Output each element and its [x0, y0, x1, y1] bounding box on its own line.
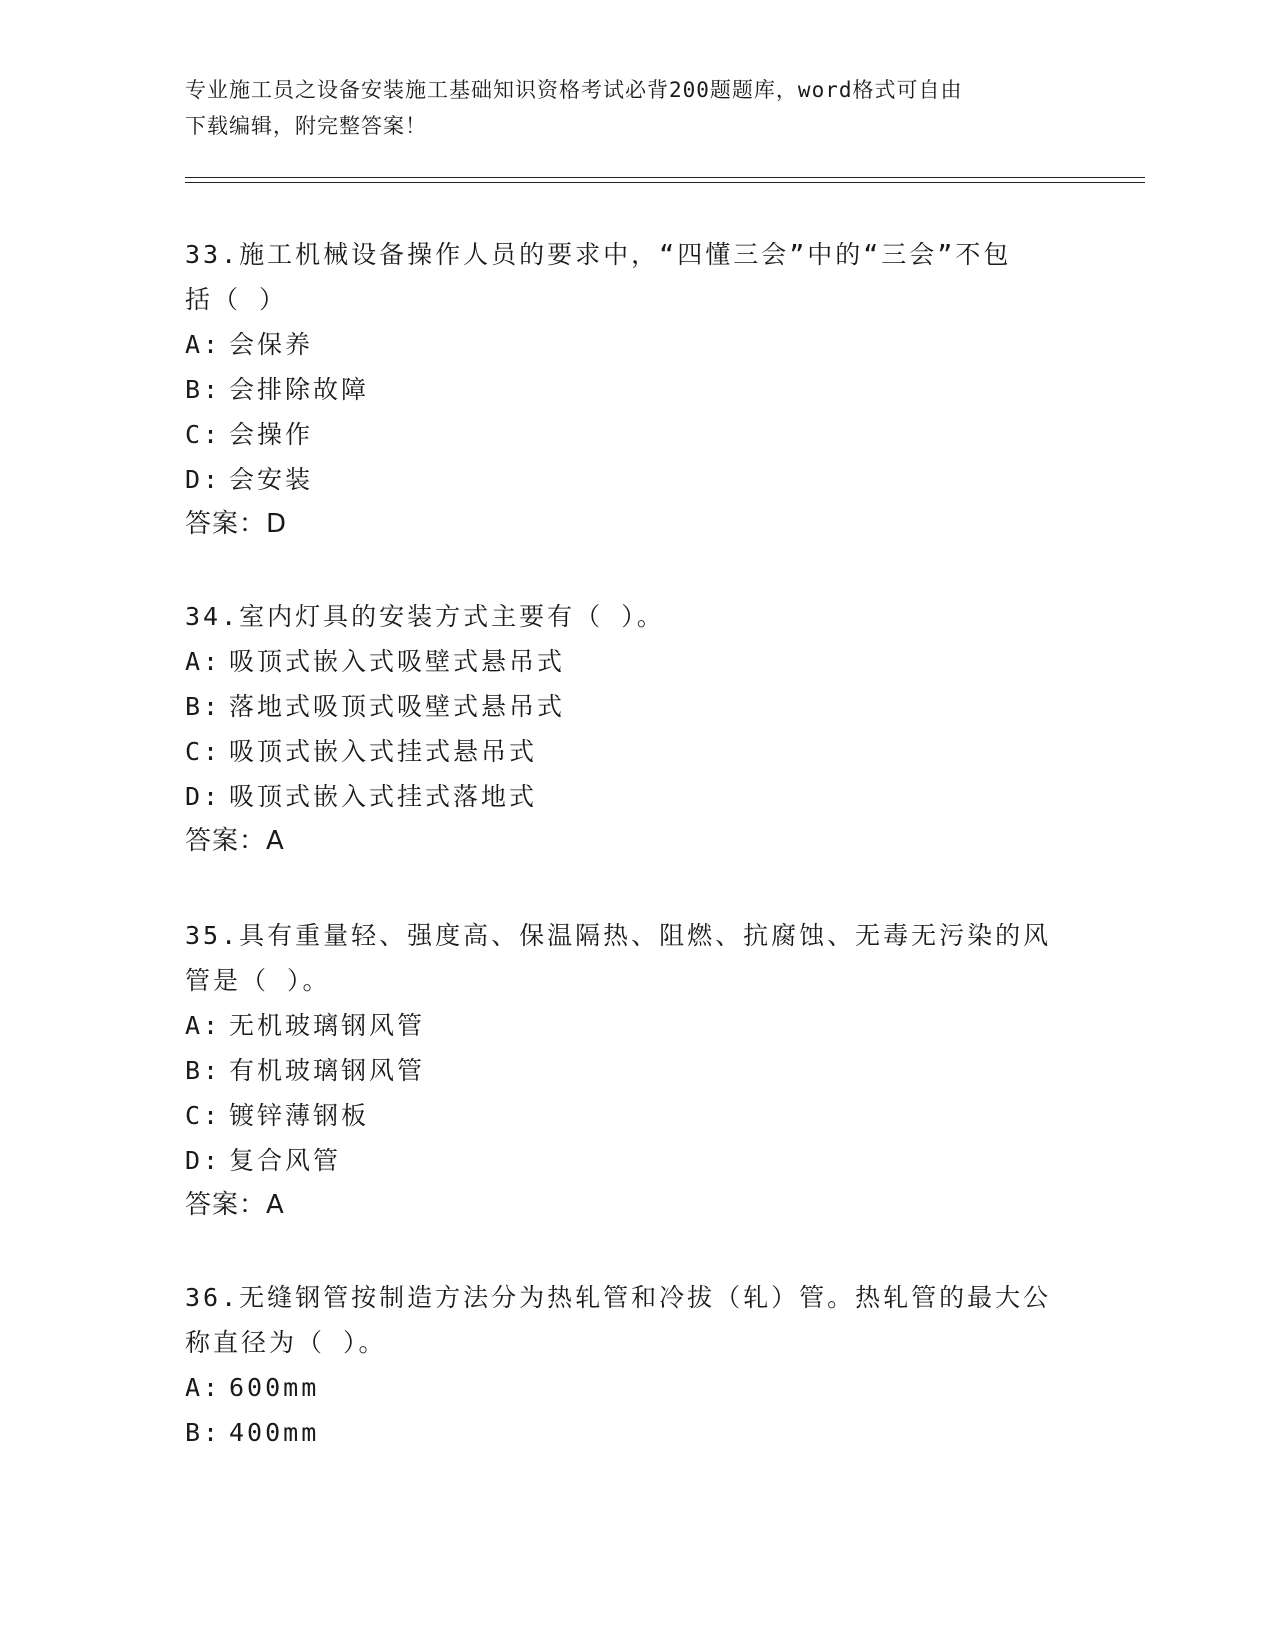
option-a: [185, 1365, 1065, 1410]
question-stem-line-1: 34.室内灯具的安装方式主要有（ ）。: [185, 602, 665, 631]
question-stem-line-1: 35.具有重量轻、强度高、保温隔热、阻燃、抗腐蚀、无毒无污染的风: [185, 921, 1052, 950]
option-text: 400mm: [229, 1418, 320, 1447]
option-label: D:: [185, 465, 222, 494]
question-stem: [185, 913, 1065, 1003]
document-header: [185, 72, 1065, 144]
question-33: [185, 232, 1065, 547]
option-label: B:: [185, 375, 222, 404]
option-text: 镀锌薄钢板: [229, 1101, 370, 1130]
question-stem-line-2: 管是（ ）。: [185, 966, 331, 995]
option-b: [185, 1048, 1065, 1093]
option-a: [185, 322, 1065, 367]
option-label: A:: [185, 1011, 222, 1040]
question-stem-line-1: 33.施工机械设备操作人员的要求中，“四懂三会”中的“三会”不包: [185, 240, 1012, 269]
option-d: [185, 774, 1065, 819]
option-label: A:: [185, 647, 222, 676]
question-35: [185, 913, 1065, 1228]
option-d: [185, 457, 1065, 502]
option-text: 吸顶式嵌入式吸壁式悬吊式: [229, 647, 566, 676]
option-a: [185, 1003, 1065, 1048]
answer-line: 答案：A: [185, 826, 285, 856]
header-divider-bottom: [185, 182, 1145, 183]
question-stem: [185, 232, 1065, 322]
option-text: 会保养: [229, 330, 314, 359]
option-c: [185, 729, 1065, 774]
option-label: C:: [185, 1101, 222, 1130]
question-34: [185, 594, 1065, 864]
option-text: 会安装: [229, 465, 314, 494]
header-line-2: 下载编辑，附完整答案！: [185, 114, 427, 138]
option-b: [185, 367, 1065, 412]
option-text: 有机玻璃钢风管: [229, 1056, 426, 1085]
option-label: C:: [185, 737, 222, 766]
option-text: 会排除故障: [229, 375, 370, 404]
option-label: B:: [185, 1056, 222, 1085]
option-text: 落地式吸顶式吸壁式悬吊式: [229, 692, 566, 721]
option-a: [185, 639, 1065, 684]
question-stem-line-2: 称直径为（ ）。: [185, 1328, 387, 1357]
option-text: 600mm: [229, 1373, 320, 1402]
option-b: [185, 1410, 1065, 1455]
option-text: 无机玻璃钢风管: [229, 1011, 426, 1040]
question-stem: [185, 1275, 1065, 1365]
answer-line: 答案：A: [185, 1190, 285, 1220]
option-label: A:: [185, 1373, 222, 1402]
option-label: D:: [185, 1146, 222, 1175]
option-text: 吸顶式嵌入式挂式悬吊式: [229, 737, 538, 766]
option-label: B:: [185, 1418, 222, 1447]
option-c: [185, 412, 1065, 457]
option-d: [185, 1138, 1065, 1183]
option-label: A:: [185, 330, 222, 359]
header-line-1: 专业施工员之设备安装施工基础知识资格考试必背200题题库，word格式可自由: [185, 78, 963, 102]
option-label: D:: [185, 782, 222, 811]
option-text: 会操作: [229, 420, 314, 449]
option-label: C:: [185, 420, 222, 449]
question-stem: [185, 594, 1065, 639]
option-label: B:: [185, 692, 222, 721]
option-text: 复合风管: [229, 1146, 342, 1175]
header-divider-top: [185, 177, 1145, 178]
option-b: [185, 684, 1065, 729]
option-c: [185, 1093, 1065, 1138]
option-text: 吸顶式嵌入式挂式落地式: [229, 782, 538, 811]
question-36: [185, 1275, 1065, 1455]
question-stem-line-2: 括（ ）: [185, 285, 288, 314]
question-stem-line-1: 36.无缝钢管按制造方法分为热轧管和冷拔（轧）管。热轧管的最大公: [185, 1283, 1052, 1312]
answer-line: 答案：D: [185, 509, 288, 539]
